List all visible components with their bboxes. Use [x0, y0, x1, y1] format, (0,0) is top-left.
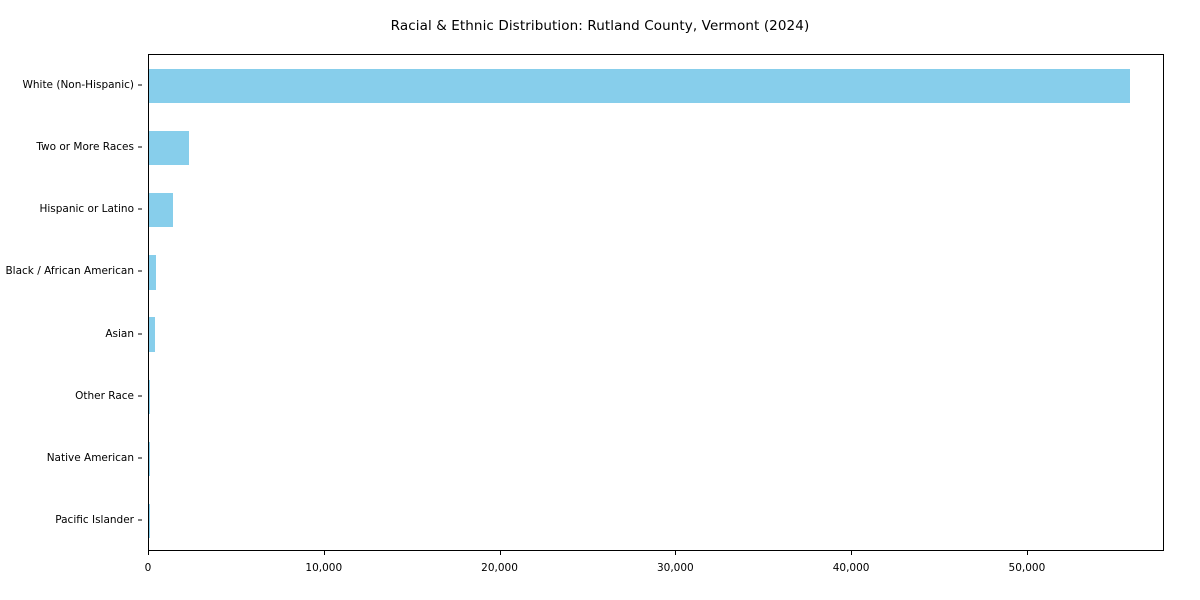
- y-axis-tick: [138, 209, 142, 210]
- y-axis-tick: [138, 457, 142, 458]
- bar: [149, 69, 1130, 103]
- plot-area: [148, 54, 1164, 551]
- bars-layer: [149, 55, 1163, 550]
- y-axis-tick-label: White (Non-Hispanic): [22, 79, 134, 92]
- x-axis-tick-label: 30,000: [656, 562, 694, 574]
- y-axis-tick-label: Two or More Races: [36, 141, 134, 154]
- y-axis-tick: [138, 147, 142, 148]
- x-axis-tick: [1027, 551, 1028, 555]
- x-axis-tick: [500, 551, 501, 555]
- x-axis-tick-label: 20,000: [481, 562, 518, 574]
- y-axis-tick: [138, 395, 142, 396]
- bar: [149, 380, 150, 414]
- y-axis-tick-label: Asian: [105, 327, 134, 340]
- x-axis-tick: [851, 551, 852, 555]
- y-axis-tick-label: Hispanic or Latino: [39, 203, 134, 216]
- x-axis-tick: [148, 551, 149, 555]
- x-axis-tick: [324, 551, 325, 555]
- chart-title: Racial & Ethnic Distribution: Rutland County, Vermont (2024): [390, 18, 810, 34]
- bar: [149, 193, 173, 227]
- y-axis-tick-label: Pacific Islander: [55, 513, 134, 526]
- bar: [149, 504, 150, 538]
- x-axis-labels: [144, 551, 1164, 591]
- bar: [149, 255, 156, 289]
- x-axis-tick-label: 40,000: [832, 562, 870, 574]
- bar: [149, 131, 189, 165]
- x-axis-tick-label: 0: [144, 562, 152, 574]
- y-axis-tick-label: Black / African American: [5, 265, 134, 278]
- y-axis-tick: [138, 271, 142, 272]
- y-axis-tick: [138, 333, 142, 334]
- bar: [149, 442, 150, 476]
- x-axis-tick: [675, 551, 676, 555]
- x-axis-tick-label: 10,000: [305, 562, 343, 574]
- y-axis-tick-label: Other Race: [75, 389, 134, 402]
- y-axis-tick-label: Native American: [46, 451, 134, 464]
- y-axis-labels: [0, 54, 142, 551]
- y-axis-tick: [138, 85, 142, 86]
- bar: [149, 317, 155, 351]
- x-axis-tick-label: 50,000: [1008, 562, 1046, 574]
- y-axis-tick: [138, 519, 142, 520]
